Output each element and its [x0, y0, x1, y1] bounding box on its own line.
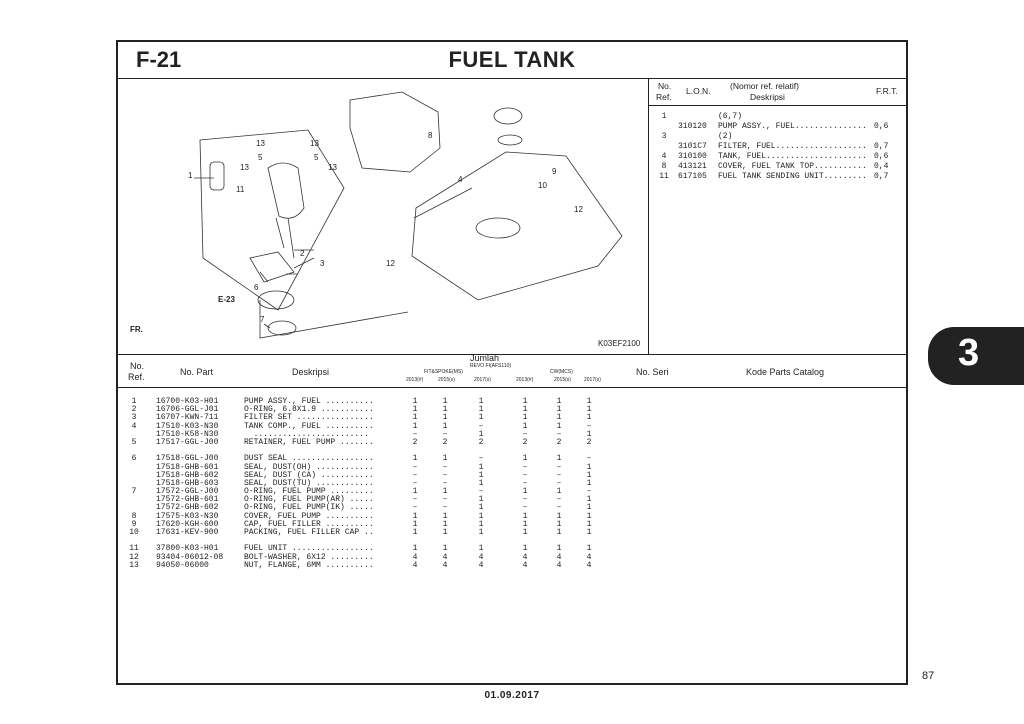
row-spacer	[118, 447, 906, 455]
quantity-cell: 1	[586, 397, 592, 406]
quantity-cell: 1	[556, 397, 562, 406]
part-description: O-RING, FUEL PUMP(AR) .....	[244, 495, 374, 505]
part-number: 17518-GHB-603	[156, 478, 219, 488]
quantity-cell: –	[412, 478, 418, 488]
part-description: SEAL, DUST(TU) ............	[244, 478, 374, 488]
row-spacer	[118, 537, 906, 545]
quantity-cell: 1	[478, 528, 484, 537]
quantity-cell: 2	[586, 437, 592, 447]
page-number: 87	[922, 670, 935, 682]
ref-desc: FUEL TANK SENDING UNIT.........	[718, 172, 867, 181]
quantity-cell: 1	[412, 528, 418, 537]
crossref-label: E-23	[218, 295, 235, 304]
quantity-cell: 1	[478, 397, 484, 406]
ref-number: 12	[129, 552, 139, 562]
quantity-cell: 1	[522, 519, 528, 529]
quantity-cell: –	[478, 421, 484, 431]
quantity-cell: 1	[442, 511, 448, 521]
ref-no: 8	[661, 162, 667, 171]
table-row	[118, 496, 906, 504]
part-description: RETAINER, FUEL PUMP .......	[244, 437, 374, 447]
ref-frt: 0,4	[874, 162, 889, 171]
part-number: 37800-K03-H01	[156, 544, 219, 554]
part-number: 17575-K03-N30	[156, 511, 219, 521]
quantity-cell: –	[556, 429, 562, 439]
quantity-cell: –	[412, 495, 418, 505]
quantity-cell: 1	[522, 454, 528, 464]
quantity-cell: 1	[586, 544, 592, 554]
quantity-cell: –	[556, 495, 562, 505]
quantity-cell: 1	[412, 405, 418, 415]
quantity-cell: 4	[478, 552, 484, 562]
table-row	[118, 472, 906, 480]
part-description: SEAL, DUST(OH) ............	[244, 462, 374, 472]
quantity-cell: 1	[478, 429, 484, 439]
quantity-cell: 4	[478, 560, 484, 570]
pump-group-box	[200, 130, 344, 310]
quantity-cell: 1	[412, 544, 418, 554]
table-row	[118, 414, 906, 422]
quantity-cell: 1	[412, 421, 418, 431]
quantity-cell: 1	[586, 429, 592, 439]
quantity-cell: –	[522, 503, 528, 513]
quantity-cell: 1	[522, 413, 528, 423]
part-number: 17510-K58-N30	[156, 429, 219, 439]
ref-lon: 617105	[678, 172, 707, 181]
ref-number: 11	[129, 544, 139, 554]
quantity-cell: 2	[556, 437, 562, 447]
quantity-cell: 1	[442, 413, 448, 423]
quantity-cell: 1	[586, 503, 592, 513]
ref-desc: FILTER, FUEL...................	[718, 142, 867, 151]
part-number: 17518-GHB-601	[156, 462, 219, 472]
ref-no: 11	[659, 172, 669, 181]
part-description: COVER, FUEL PUMP ..........	[244, 511, 374, 521]
callout-13: 13	[256, 139, 265, 148]
part-description: SEAL, DUST (CA) ...........	[244, 470, 374, 480]
part-description: PUMP ASSY., FUEL ..........	[244, 397, 374, 406]
exploded-diagram	[118, 78, 649, 354]
ref-number: 2	[131, 405, 137, 415]
callout-13: 13	[310, 139, 319, 148]
quantity-cell: 1	[522, 544, 528, 554]
quantity-cell: 1	[478, 470, 484, 480]
part-number: 17620-KGH-600	[156, 519, 219, 529]
quantity-cell: 1	[522, 528, 528, 537]
quantity-cell: 1	[556, 519, 562, 529]
ref-lon: 413121	[678, 162, 707, 171]
part-description: BOLT-WASHER, 6X12 .........	[244, 552, 374, 562]
part-number: 17572-GHB-601	[156, 495, 219, 505]
figure-code: K03EF2100	[598, 339, 641, 348]
table-row	[118, 398, 906, 406]
quantity-cell: 1	[442, 519, 448, 529]
print-date: 01.09.2017	[484, 690, 540, 701]
quantity-cell: 1	[412, 519, 418, 529]
part-description: O-RING, FUEL PUMP(IK) .....	[244, 503, 374, 513]
part-description: CAP, FUEL FILLER ..........	[244, 519, 374, 529]
quantity-cell: –	[586, 487, 592, 497]
part-description: DUST SEAL .................	[244, 454, 374, 464]
quantity-cell: 1	[556, 413, 562, 423]
quantity-cell: –	[522, 478, 528, 488]
direction-label: FR.	[130, 325, 143, 334]
ref-desc: (6,7)	[718, 112, 743, 121]
ref-number: 5	[131, 437, 137, 447]
quantity-cell: 1	[556, 405, 562, 415]
quantity-cell: 1	[522, 511, 528, 521]
part-number: 17518-GHB-602	[156, 470, 219, 480]
quantity-cell: –	[442, 495, 448, 505]
quantity-cell: 1	[586, 413, 592, 423]
quantity-cell: 1	[586, 519, 592, 529]
quantity-cell: 1	[412, 511, 418, 521]
quantity-cell: 1	[442, 405, 448, 415]
ref-desc: PUMP ASSY., FUEL...............	[718, 122, 867, 131]
callout-12: 12	[386, 259, 395, 268]
table-row	[118, 480, 906, 488]
callout-3: 3	[320, 259, 325, 268]
part-number: 17572-GHB-602	[156, 503, 219, 513]
fuel-tank-shape	[412, 152, 622, 300]
quantity-cell: 4	[412, 560, 418, 570]
callout-7: 7	[260, 315, 265, 324]
table-row	[118, 423, 906, 431]
ref-lon: 3101C7	[678, 142, 707, 151]
part-number: 17631-KEV-900	[156, 528, 219, 537]
ref-frt: 0,7	[874, 172, 889, 181]
quantity-cell: 1	[478, 495, 484, 505]
quantity-cell: 1	[522, 421, 528, 431]
table-row	[118, 439, 906, 447]
parts-table-header: No. Ref. No. Part Deskripsi Jumlah REVO FI(AFS110) FIT&SPOKE(MS) CW(MCS) 2013(#) 2015(s) 2017(s) 2013(#) 2015(s) 2017(s) No. Seri Kode Parts Catalog	[118, 355, 906, 388]
ref-number: 3	[131, 413, 137, 423]
part-number: 94050-06000	[156, 560, 209, 570]
quantity-cell: 4	[556, 560, 562, 570]
quantity-cell: –	[412, 429, 418, 439]
ref-no: 4	[661, 152, 667, 161]
quantity-cell: –	[442, 462, 448, 472]
callout-11: 11	[236, 185, 245, 194]
callout-13: 13	[328, 163, 337, 172]
table-row	[118, 488, 906, 496]
part-description: FILTER SET ................	[244, 413, 374, 423]
callout-4: 4	[458, 175, 463, 184]
quantity-cell: –	[442, 429, 448, 439]
part-number: 17517-GGL-J00	[156, 437, 219, 447]
quantity-cell: 2	[412, 437, 418, 447]
quantity-cell: 1	[556, 421, 562, 431]
filter-shape	[250, 252, 294, 282]
quantity-cell: 1	[556, 544, 562, 554]
table-row	[118, 529, 906, 537]
quantity-cell: 4	[412, 552, 418, 562]
packing-shape	[498, 135, 522, 145]
quantity-cell: 1	[586, 528, 592, 537]
part-number: 16706-GGL-J01	[156, 405, 219, 415]
quantity-cell: 1	[478, 511, 484, 521]
quantity-cell: –	[522, 495, 528, 505]
quantity-cell: 1	[586, 462, 592, 472]
quantity-cell: 4	[522, 552, 528, 562]
ref-number: 9	[131, 519, 137, 529]
quantity-cell: 1	[442, 544, 448, 554]
ref-number: 13	[129, 560, 139, 570]
quantity-cell: 1	[556, 511, 562, 521]
quantity-cell: –	[442, 478, 448, 488]
callout-5: 5	[314, 153, 319, 162]
reference-row	[648, 172, 906, 182]
table-row	[118, 554, 906, 562]
table-row	[118, 521, 906, 529]
part-description: TANK COMP., FUEL ..........	[244, 421, 374, 431]
part-number: 93404-06012-08	[156, 552, 224, 562]
table-row	[118, 406, 906, 414]
parts-table-rows	[118, 398, 906, 570]
callout-10: 10	[538, 181, 547, 190]
quantity-cell: 1	[522, 405, 528, 415]
quantity-cell: 1	[478, 544, 484, 554]
quantity-cell: 1	[556, 487, 562, 497]
reference-table-header: No. Ref. L.O.N. (Nomor ref. relatif) Deskripsi F.R.T.	[648, 78, 906, 106]
quantity-cell: 1	[478, 462, 484, 472]
part-description: ........................	[244, 429, 369, 439]
ref-number: 1	[131, 397, 137, 406]
quantity-cell: 1	[478, 503, 484, 513]
quantity-cell: –	[412, 462, 418, 472]
quantity-cell: 1	[442, 397, 448, 406]
ref-number: 6	[131, 454, 137, 464]
ref-frt: 0,6	[874, 152, 889, 161]
part-description: O-RING, FUEL PUMP .........	[244, 487, 374, 497]
quantity-cell: –	[556, 470, 562, 480]
callout-5: 5	[258, 153, 263, 162]
quantity-cell: 1	[556, 454, 562, 464]
part-description: PACKING, FUEL FILLER CAP ..	[244, 528, 374, 537]
quantity-cell: 4	[586, 552, 592, 562]
table-row	[118, 545, 906, 553]
ref-frt: 0,7	[874, 142, 889, 151]
ref-number: 7	[131, 487, 137, 497]
leader-lines	[194, 178, 472, 338]
quantity-cell: 4	[556, 552, 562, 562]
part-description: FUEL UNIT .................	[244, 544, 374, 554]
quantity-cell: 1	[556, 528, 562, 537]
callout-2: 2	[300, 249, 305, 258]
quantity-cell: 1	[478, 519, 484, 529]
callout-9: 9	[552, 167, 557, 176]
fuel-tank-cover-shape	[350, 92, 440, 172]
quantity-cell: 1	[478, 405, 484, 415]
quantity-cell: –	[522, 429, 528, 439]
part-number: 16700-K03-H01	[156, 397, 219, 406]
quantity-cell: 2	[478, 437, 484, 447]
page-frame	[116, 40, 908, 685]
callout-8: 8	[428, 131, 433, 140]
quantity-cell: 1	[586, 470, 592, 480]
part-description: O-RING, 6.8X1.9 ...........	[244, 405, 374, 415]
quantity-cell: 2	[442, 437, 448, 447]
table-row	[118, 513, 906, 521]
callout-12: 12	[574, 205, 583, 214]
quantity-cell: –	[412, 503, 418, 513]
reference-row	[648, 142, 906, 152]
quantity-cell: –	[556, 503, 562, 513]
reference-table-rows	[648, 112, 906, 182]
quantity-cell: –	[522, 462, 528, 472]
parts-table	[118, 354, 906, 683]
ref-number: 8	[131, 511, 137, 521]
section-tab: 3	[928, 327, 1024, 385]
callout-13: 13	[240, 163, 249, 172]
quantity-cell: 1	[412, 487, 418, 497]
reference-row	[648, 162, 906, 172]
ref-desc: TANK, FUEL.....................	[718, 152, 867, 161]
quantity-cell: 4	[442, 560, 448, 570]
quantity-cell: –	[586, 421, 592, 431]
quantity-cell: 1	[522, 487, 528, 497]
quantity-cell: 1	[442, 454, 448, 464]
quantity-cell: 1	[586, 495, 592, 505]
ref-lon: 310120	[678, 122, 707, 131]
ref-number: 10	[129, 528, 139, 537]
quantity-cell: 4	[442, 552, 448, 562]
o-ring-shape	[268, 321, 296, 335]
quantity-cell: –	[478, 454, 484, 464]
tank-opening-shape	[476, 218, 520, 238]
quantity-cell: –	[412, 470, 418, 480]
quantity-cell: 1	[442, 487, 448, 497]
quantity-cell: –	[442, 503, 448, 513]
part-number: 16707-KWN-711	[156, 413, 219, 423]
quantity-cell: 1	[412, 397, 418, 406]
ref-no: 3	[661, 132, 667, 141]
reference-row	[648, 132, 906, 142]
ref-no: 1	[661, 112, 667, 121]
part-description: NUT, FLANGE, 6MM ..........	[244, 560, 374, 570]
fuel-tank-illustration	[118, 78, 648, 354]
reference-row	[648, 122, 906, 132]
quantity-cell: 1	[586, 511, 592, 521]
ref-desc: (2)	[718, 132, 733, 141]
ref-desc: COVER, FUEL TANK TOP...........	[718, 162, 867, 171]
table-row	[118, 431, 906, 439]
quantity-cell: 4	[522, 560, 528, 570]
ref-number: 4	[131, 421, 137, 431]
ref-frt: 0,6	[874, 122, 889, 131]
quantity-cell: 1	[586, 478, 592, 488]
reference-row	[648, 112, 906, 122]
fuel-pump-shape	[268, 163, 304, 258]
table-row	[118, 464, 906, 472]
part-number: 17572-GGL-J00	[156, 487, 219, 497]
quantity-cell: 1	[412, 454, 418, 464]
quantity-cell: –	[478, 487, 484, 497]
quantity-cell: 1	[442, 528, 448, 537]
part-number: 17510-K03-N30	[156, 421, 219, 431]
page-title: FUEL TANK	[448, 47, 576, 72]
quantity-cell: 4	[586, 560, 592, 570]
page-header	[118, 42, 906, 79]
quantity-cell: 1	[522, 397, 528, 406]
reference-table	[648, 78, 906, 354]
quantity-cell: –	[556, 478, 562, 488]
fuel-unit-shape	[210, 162, 224, 190]
table-row	[118, 562, 906, 570]
reference-row	[648, 152, 906, 162]
quantity-cell: –	[522, 470, 528, 480]
callout-6: 6	[254, 283, 259, 292]
quantity-cell: 1	[586, 405, 592, 415]
callout-1: 1	[188, 171, 193, 180]
table-row	[118, 504, 906, 512]
fuel-cap-shape	[494, 108, 522, 124]
quantity-cell: 1	[478, 478, 484, 488]
quantity-cell: –	[442, 470, 448, 480]
quantity-cell: 2	[522, 437, 528, 447]
section-code: F-21	[136, 47, 182, 72]
quantity-cell: –	[556, 462, 562, 472]
quantity-cell: 1	[478, 413, 484, 423]
quantity-cell: 1	[412, 413, 418, 423]
quantity-cell: –	[586, 454, 592, 464]
part-number: 17518-GGL-J00	[156, 454, 219, 464]
quantity-cell: 1	[442, 421, 448, 431]
table-row	[118, 455, 906, 463]
ref-lon: 310100	[678, 152, 707, 161]
